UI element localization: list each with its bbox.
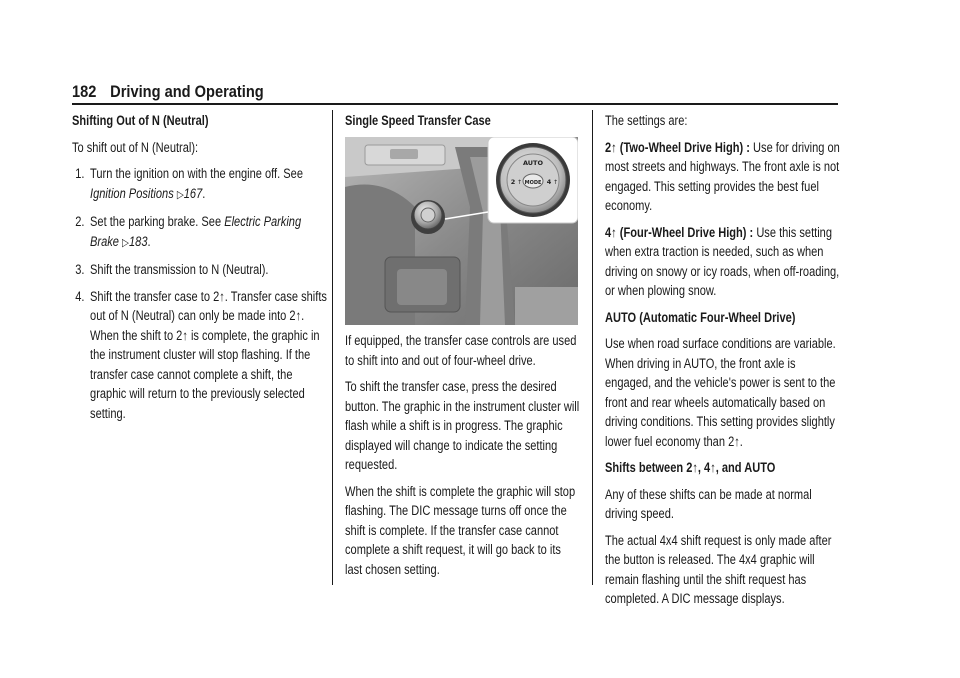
up-arrow-icon: ↑ (611, 224, 620, 240)
step-3 (72, 260, 328, 280)
step-number: 1. (75, 166, 85, 181)
setting-four-label: 4 (605, 224, 612, 240)
dial-up-arrow-icon: ↑ (517, 179, 523, 186)
step-4 (72, 287, 328, 424)
heading-shifting-out-of-neutral: Shifting Out of N (Neutral) (72, 113, 209, 128)
up-arrow-icon: ↑ (692, 460, 698, 475)
column-divider-left (332, 110, 333, 585)
step-tail: . (147, 233, 151, 249)
step-1 (72, 164, 328, 205)
shifts-paragraph-2: The actual 4x4 shift request is only made after the button is released. The 4x4 graphic will remain flashing until the shift request has completed. A DIC message displays. (605, 532, 832, 606)
column-3 (605, 111, 840, 616)
setting-two-label: 2 (605, 139, 612, 155)
setting-term: (Four-Wheel Drive High) : (619, 224, 754, 240)
paragraph-to-shift: To shift the transfer case, press the desired button. The graphic in the instrument cluster will flash while a shift is in progress. The graphic displayed will change to indicate the setting requested. (345, 379, 580, 472)
column-1 (72, 111, 328, 430)
up-arrow-icon: ↑ (734, 433, 740, 449)
header-rule (72, 103, 838, 105)
step-number: 3. (75, 262, 85, 277)
column-divider-right (592, 110, 593, 585)
heading-part: Shifts between 2 (605, 460, 693, 475)
dial-label-mode: MODE (524, 180, 542, 186)
section-title: Driving and Operating (110, 82, 264, 101)
up-arrow-icon: ↑ (295, 308, 302, 323)
up-arrow-icon: ↑ (219, 288, 225, 304)
page-number: 182 (72, 82, 97, 101)
up-arrow-icon: ↑ (182, 327, 188, 343)
setting-two-high (605, 138, 840, 216)
step-text: is complete, the graphic in the instrument cluster will stop flashing. If the transfer case cannot complete a shift, the graphic will return to the previously selected setting. (90, 327, 320, 421)
step-text: Shift the transmission to N (Neutral). (90, 262, 269, 277)
page-ref-icon: ▷ (122, 236, 130, 249)
page-ref-icon: ▷ (176, 188, 184, 201)
page-ref-number[interactable]: 167 (183, 185, 203, 201)
dial-up-arrow-icon: ↑ (553, 179, 559, 186)
auto-text: Use when road surface conditions are variable. When driving in AUTO, the front axle is engaged, and the vehicle's power is sent to the front and rear wheels automatically based on driving conditions. This setting provides slightly lower fuel economy than 2 (605, 336, 836, 449)
transfer-case-photo (345, 137, 578, 325)
setting-term: (Two-Wheel Drive High) : (619, 139, 750, 155)
page-ref-number[interactable]: 183 (129, 233, 148, 249)
step-number: 2. (75, 214, 85, 229)
heading-part: , and AUTO (715, 460, 776, 475)
step-text: Set the parking brake. See (90, 214, 225, 229)
heading-part: , 4 (697, 460, 711, 475)
paragraph-when-complete: When the shift is complete the graphic will stop flashing. The DIC message turns off once the shift is complete. If the transfer case cannot complete a shift request, it will go back to its last chosen setting. (345, 483, 576, 577)
link-electric-parking-brake[interactable]: Electric Parking Brake (90, 214, 302, 249)
setting-description: Use this setting when extra traction is needed, such as when driving on snowy or icy roads, when off-roading, or when plowing snow. (605, 224, 840, 298)
setting-four-high (605, 223, 840, 301)
step-number: 4. (75, 288, 85, 304)
step-text: . When the shift to 2 (90, 308, 305, 343)
paragraph-if-equipped: If equipped, the transfer case controls are used to shift into and out of four-wheel drive. (345, 333, 577, 368)
auto-tail: . (739, 433, 743, 449)
intro-text: To shift out of N (Neutral): (72, 139, 199, 155)
up-arrow-icon: ↑ (611, 139, 620, 155)
link-ignition-positions[interactable]: Ignition Positions (90, 185, 174, 201)
dial-label-two: 2 (510, 178, 516, 186)
dial-label-auto: AUTO (522, 159, 544, 167)
step-2 (72, 212, 328, 253)
column-2-body (345, 331, 581, 586)
step-tail: . (202, 185, 206, 201)
steps-list (72, 164, 328, 423)
page-header (72, 82, 264, 102)
step-text: Turn the ignition on with the engine off. See (90, 166, 303, 181)
heading-auto: AUTO (Automatic Four-Wheel Drive) (605, 309, 796, 325)
setting-description: Use for driving on most streets and highways. The front axle is not engaged. This setting provides the best fuel economy. (605, 139, 840, 213)
settings-intro: The settings are: (605, 113, 688, 128)
up-arrow-icon: ↑ (710, 460, 716, 475)
column-2 (345, 111, 581, 138)
step-text: Shift the transfer case to 2 (90, 288, 220, 304)
transfer-case-illustration (345, 137, 578, 325)
auto-description (605, 334, 840, 451)
shifts-paragraph-1: Any of these shifts can be made at normal driving speed. (605, 486, 812, 521)
dial-label-four: 4 (546, 178, 552, 186)
heading-shifts-between (605, 458, 840, 478)
heading-single-speed-transfer-case: Single Speed Transfer Case (345, 113, 491, 128)
step-text: . Transfer case shifts out of N (Neutral) can only be made into 2 (90, 288, 327, 323)
